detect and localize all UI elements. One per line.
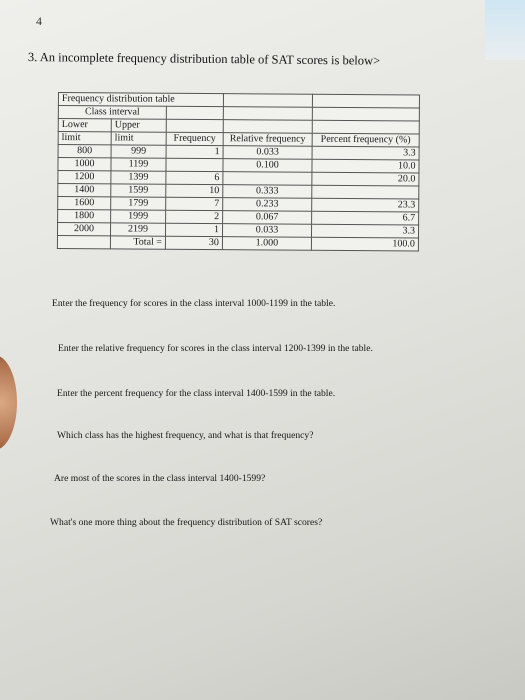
relative-frequency-cell: 0.033 [222,224,311,238]
lower-cell: 1600 [58,197,111,210]
frequency-cell: 1 [165,223,222,236]
upper-cell: 1799 [111,197,166,210]
percent-frequency-cell: 6.7 [312,211,419,225]
blank-cell [223,94,312,108]
lower-cell: 2000 [57,223,110,236]
upper-cell: 999 [111,145,166,158]
blank-cell [166,106,223,119]
blank-cell [312,94,419,108]
percent-frequency-cell: 23.3 [312,198,419,212]
background-edge [485,0,525,60]
total-row [57,236,418,252]
class-interval-header: Class interval [58,106,166,120]
percent-frequency-cell[interactable] [312,185,419,199]
upper-cell: 1199 [111,158,166,171]
lower-cell: 1000 [58,158,111,171]
blank-cell [223,107,312,121]
upper-header: Upper [111,119,166,132]
frequency-cell: 6 [166,171,223,184]
lower-cell: 1800 [58,210,111,223]
percent-frequency-cell: 3.3 [312,146,419,160]
frequency-header: Frequency [166,132,223,145]
frequency-cell: 7 [166,197,223,210]
upper-cell: 1599 [111,184,166,197]
page-number: 4 [36,14,42,28]
blank-cell [57,236,110,249]
relative-frequency-cell: 0.067 [223,211,312,225]
relative-frequency-cell: 0.333 [223,185,312,199]
frequency-cell[interactable] [166,158,223,171]
prompt-frequency-1000-1199: Enter the frequency for scores in the class interval 1000-1199 in the table. [52,298,336,309]
total-percent-frequency: 100.0 [311,237,418,251]
finger-photo-edge [0,355,17,450]
lower-limit-header: limit [58,132,111,145]
percent-frequency-cell: 3.3 [311,224,418,238]
relative-frequency-cell: 0.033 [223,146,312,160]
relative-frequency-cell[interactable] [223,172,312,186]
frequency-cell: 2 [166,210,223,223]
frequency-cell: 1 [166,145,223,158]
upper-limit-header: limit [111,132,166,145]
percent-frequency-cell: 10.0 [312,159,419,173]
lower-cell: 800 [58,145,111,158]
upper-cell: 1399 [111,171,166,184]
relative-frequency-cell: 0.100 [223,159,312,173]
total-frequency: 30 [165,236,222,249]
upper-cell: 2199 [110,223,165,236]
lower-header: Lower [58,119,111,132]
blank-cell [166,119,223,132]
relative-frequency-cell: 0.233 [223,198,312,212]
table-title: Frequency distribution table [58,93,223,107]
frequency-distribution-table [57,92,420,252]
prompt-percent-frequency-1400-1599: Enter the percent frequency for the class interval 1400-1599 in the table. [57,388,336,399]
blank-cell [312,107,419,121]
frequency-table-wrap [57,92,420,252]
prompt-most-scores: Are most of the scores in the class interval 1400-1599? [54,473,266,484]
blank-cell [312,120,419,134]
upper-cell: 1999 [111,210,166,223]
blank-cell [223,120,312,134]
prompt-highest-frequency: Which class has the highest frequency, and what is that frequency? [57,430,314,441]
question-heading: 3. An incomplete frequency distribution table of SAT scores is below> [27,50,381,68]
frequency-cell: 10 [166,184,223,197]
lower-cell: 1400 [58,184,111,197]
prompt-relative-frequency-1200-1399: Enter the relative frequency for scores in the class interval 1200-1399 in the table. [58,343,373,354]
lower-cell: 1200 [58,171,111,184]
total-label: Total = [110,236,165,249]
percent-frequency-cell: 20.0 [312,172,419,186]
relative-frequency-header: Relative frequency [223,133,312,147]
percent-frequency-header: Percent frequency (%) [312,133,419,147]
total-relative-frequency: 1.000 [222,237,311,251]
prompt-one-more-thing: What's one more thing about the frequency distribution of SAT scores? [50,517,323,528]
